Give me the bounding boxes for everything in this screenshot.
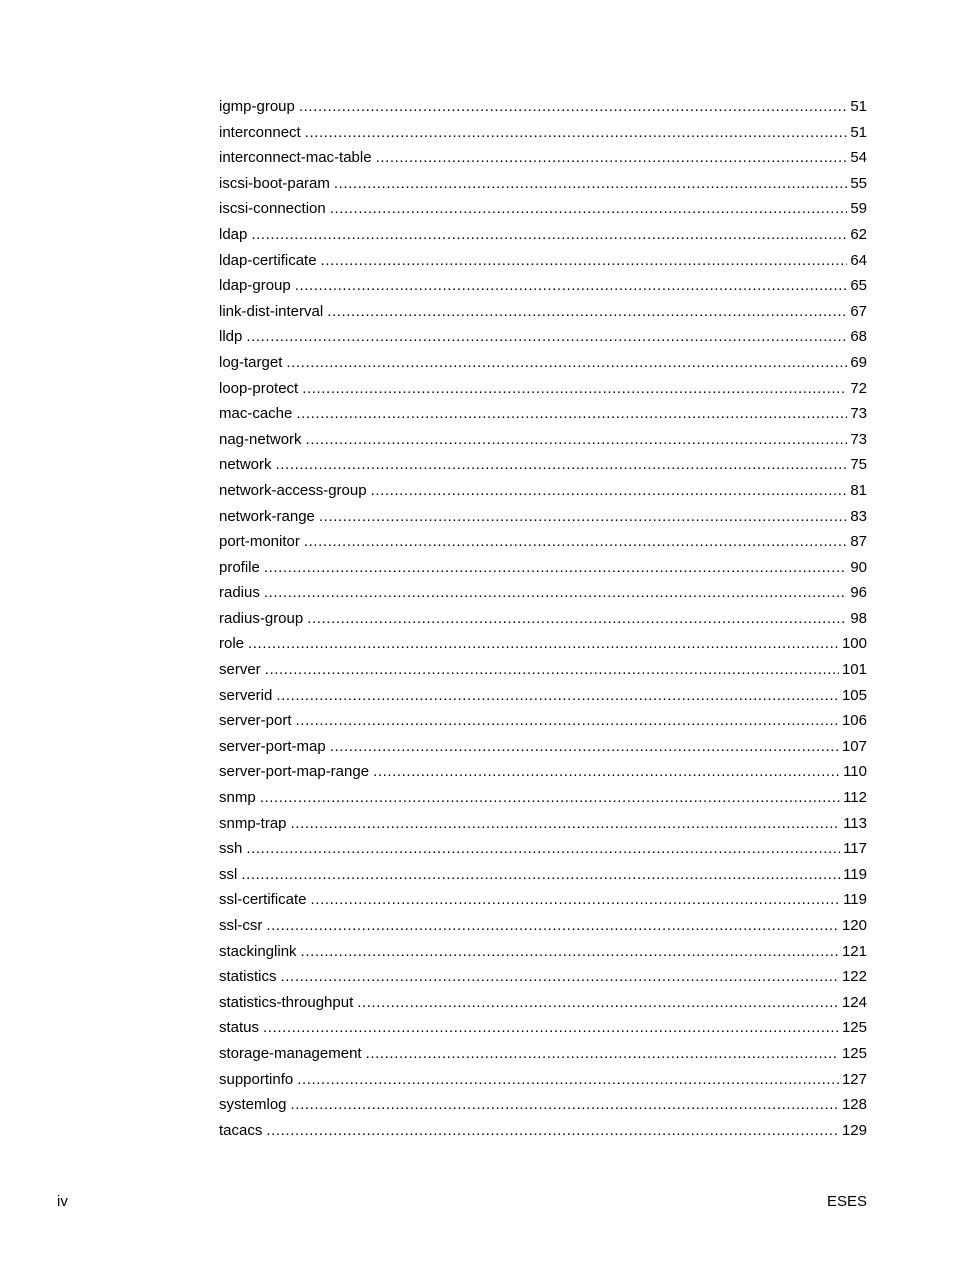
toc-entry-page-number[interactable]: 117 — [843, 840, 867, 858]
toc-dot-leader — [334, 171, 847, 197]
toc-dot-leader — [299, 94, 847, 120]
toc-dot-leader — [366, 1041, 839, 1067]
toc-entry-label[interactable]: profile — [219, 558, 260, 576]
toc-entry-label[interactable]: server-port — [219, 712, 292, 730]
toc-entry-page-number[interactable]: 101 — [841, 661, 867, 679]
toc-entry-page-number[interactable]: 90 — [850, 558, 867, 576]
toc-entry-page-number[interactable]: 100 — [841, 635, 867, 653]
toc-dot-leader — [251, 222, 847, 248]
toc-entry[interactable] — [219, 708, 867, 734]
toc-entry-label[interactable]: supportinfo — [219, 1070, 294, 1088]
toc-entry[interactable] — [219, 734, 867, 760]
toc-entry-label[interactable]: network-access-group — [219, 481, 367, 499]
toc-entry[interactable] — [219, 478, 867, 504]
toc-entry[interactable] — [219, 964, 867, 990]
toc-dot-leader — [291, 1092, 839, 1118]
toc-entry-page-number[interactable]: 55 — [850, 174, 867, 192]
toc-entry-label[interactable]: port-monitor — [219, 533, 300, 551]
toc-entry-page-number[interactable]: 51 — [850, 98, 867, 115]
toc-entry-page-number[interactable]: 129 — [841, 1121, 867, 1139]
toc-entry[interactable] — [219, 299, 867, 325]
toc-entry-page-number[interactable]: 83 — [850, 507, 867, 525]
toc-dot-leader — [264, 580, 847, 606]
toc-entry-page-number[interactable]: 127 — [841, 1070, 867, 1088]
toc-entry-page-number[interactable]: 73 — [850, 405, 867, 423]
toc-entry-label[interactable]: server-port-map-range — [219, 763, 370, 781]
toc-dot-leader — [307, 606, 847, 632]
toc-entry[interactable] — [219, 785, 867, 811]
toc-entry[interactable] — [219, 529, 867, 555]
toc-entry[interactable] — [219, 555, 867, 581]
toc-entry-page-number[interactable]: 64 — [850, 251, 867, 269]
toc-dot-leader — [305, 120, 848, 146]
toc-entry-label[interactable]: snmp — [219, 789, 256, 807]
toc-dot-leader — [246, 324, 847, 350]
toc-entry-label[interactable]: igmp-group — [219, 98, 295, 115]
toc-entry-label[interactable]: server-port-map — [219, 737, 326, 755]
toc-dot-leader — [295, 273, 848, 299]
toc-entry-label[interactable]: log-target — [219, 353, 283, 371]
toc-entry-page-number[interactable]: 87 — [850, 533, 867, 551]
toc-entry[interactable] — [219, 1067, 867, 1093]
toc-entry-label[interactable]: mac-cache — [219, 405, 293, 423]
footer-language-code: ESES — [826, 1193, 867, 1210]
toc-entry-page-number[interactable]: 96 — [850, 584, 867, 602]
toc-entry-label[interactable]: ldap-group — [219, 277, 291, 295]
toc-entry[interactable] — [219, 683, 867, 709]
toc-entry-label[interactable]: nag-network — [219, 430, 302, 448]
toc-dot-leader — [306, 427, 848, 453]
toc-entry[interactable] — [219, 196, 867, 222]
toc-entry-page-number[interactable]: 59 — [850, 200, 867, 218]
toc-entry[interactable] — [219, 1092, 867, 1118]
toc-entry-page-number[interactable]: 124 — [841, 993, 867, 1011]
toc-dot-leader — [281, 964, 839, 990]
toc-entry[interactable] — [219, 887, 867, 913]
toc-entry[interactable] — [219, 657, 867, 683]
toc-entry[interactable] — [219, 376, 867, 402]
toc-entry-label[interactable]: ssh — [219, 840, 243, 858]
toc-entry[interactable] — [219, 120, 867, 146]
toc-entry-page-number[interactable]: 62 — [850, 225, 867, 243]
toc-dot-leader — [263, 1015, 839, 1041]
toc-entry[interactable] — [219, 222, 867, 248]
toc-entry[interactable] — [219, 94, 867, 120]
toc-entry-label[interactable]: systemlog — [219, 1096, 287, 1114]
toc-entry-label[interactable]: ldap — [219, 225, 248, 243]
toc-dot-leader — [266, 1118, 839, 1144]
toc-dot-leader — [266, 913, 839, 939]
toc-dot-leader — [304, 529, 847, 555]
toc-entry[interactable] — [219, 1041, 867, 1067]
toc-entry-label[interactable]: stackinglink — [219, 942, 297, 960]
toc-entry-page-number[interactable]: 119 — [843, 891, 867, 909]
toc-dot-leader — [297, 1067, 839, 1093]
toc-entry-page-number[interactable]: 125 — [841, 1019, 867, 1037]
toc-entry[interactable] — [219, 273, 867, 299]
toc-entry[interactable] — [219, 862, 867, 888]
toc-entry-page-number[interactable]: 112 — [843, 789, 867, 807]
toc-entry-page-number[interactable]: 110 — [843, 763, 867, 781]
toc-entry[interactable] — [219, 811, 867, 837]
toc-dot-leader — [296, 708, 839, 734]
toc-dot-leader — [286, 350, 847, 376]
toc-entry-label[interactable]: radius-group — [219, 609, 304, 627]
toc-entry-label[interactable]: network-range — [219, 507, 315, 525]
toc-dot-leader — [311, 887, 841, 913]
toc-entry[interactable] — [219, 324, 867, 350]
toc-dot-leader — [260, 785, 840, 811]
toc-dot-leader — [376, 145, 848, 171]
toc-entry-page-number[interactable]: 68 — [850, 328, 867, 346]
toc-entry-label[interactable]: statistics-throughput — [219, 993, 354, 1011]
toc-dot-leader — [276, 452, 848, 478]
toc-entry-page-number[interactable]: 113 — [843, 814, 867, 832]
toc-entry-page-number[interactable]: 105 — [841, 686, 867, 704]
toc-dot-leader — [264, 555, 847, 581]
toc-dot-leader — [265, 657, 839, 683]
toc-dot-leader — [319, 504, 847, 530]
toc-dot-leader — [371, 478, 848, 504]
toc-entry[interactable] — [219, 1015, 867, 1041]
toc-entry[interactable] — [219, 580, 867, 606]
toc-entry-page-number[interactable]: 69 — [850, 353, 867, 371]
toc-entry-label[interactable]: role — [219, 635, 245, 653]
footer-page-number: iv — [57, 1193, 68, 1210]
toc-entry-label[interactable]: link-dist-interval — [219, 302, 324, 320]
toc-entry[interactable] — [219, 171, 867, 197]
toc-entry[interactable] — [219, 939, 867, 965]
toc-entry-page-number[interactable]: 128 — [841, 1096, 867, 1114]
toc-entry-label[interactable]: radius — [219, 584, 260, 602]
toc-entry-page-number[interactable]: 51 — [850, 123, 867, 141]
toc-entry-label[interactable]: network — [219, 456, 272, 474]
toc-dot-leader — [321, 248, 848, 274]
toc-entry[interactable] — [219, 504, 867, 530]
toc-entry-page-number[interactable]: 67 — [850, 302, 867, 320]
toc-dot-leader — [276, 683, 839, 709]
toc-dot-leader — [327, 299, 847, 325]
toc-entry-page-number[interactable]: 75 — [850, 456, 867, 474]
toc-entry-page-number[interactable]: 122 — [841, 968, 867, 986]
toc-entry-label[interactable]: serverid — [219, 686, 273, 704]
toc-entry[interactable] — [219, 452, 867, 478]
toc-entry-label[interactable]: iscsi-connection — [219, 200, 326, 218]
toc-dot-leader — [301, 939, 839, 965]
toc-entry[interactable] — [219, 913, 867, 939]
toc-dot-leader — [330, 196, 848, 222]
toc-entry-label[interactable]: ldap-certificate — [219, 251, 317, 269]
toc-entry-label[interactable]: interconnect — [219, 123, 301, 141]
table-of-contents — [219, 94, 867, 1143]
toc-entry[interactable] — [219, 427, 867, 453]
toc-entry-page-number[interactable]: 120 — [841, 917, 867, 934]
toc-entry-page-number[interactable]: 65 — [850, 277, 867, 295]
toc-entry-label[interactable]: loop-protect — [219, 379, 299, 397]
toc-entry[interactable] — [219, 401, 867, 427]
toc-entry-page-number[interactable]: 81 — [850, 481, 867, 499]
toc-dot-leader — [248, 631, 839, 657]
toc-entry[interactable] — [219, 145, 867, 171]
toc-entry-label[interactable]: status — [219, 1019, 260, 1037]
toc-dot-leader — [373, 759, 840, 785]
toc-entry-label[interactable]: server — [219, 661, 261, 679]
toc-entry-label[interactable]: storage-management — [219, 1044, 362, 1062]
toc-entry-label[interactable]: statistics — [219, 968, 277, 986]
toc-entry-page-number[interactable]: 119 — [843, 865, 867, 883]
toc-entry-label[interactable]: lldp — [219, 328, 243, 346]
toc-entry[interactable] — [219, 836, 867, 862]
toc-entry-label[interactable]: interconnect-mac-table — [219, 149, 372, 167]
toc-entry-page-number[interactable]: 98 — [850, 609, 867, 627]
toc-entry-label[interactable]: ssl — [219, 865, 238, 883]
toc-entry-page-number[interactable]: 125 — [841, 1044, 867, 1062]
toc-entry-page-number[interactable]: 106 — [841, 712, 867, 730]
toc-entry[interactable] — [219, 606, 867, 632]
toc-dot-leader — [246, 836, 840, 862]
toc-dot-leader — [357, 990, 839, 1016]
toc-entry-page-number[interactable]: 54 — [850, 149, 867, 167]
toc-entry-label[interactable]: tacacs — [219, 1121, 263, 1139]
toc-dot-leader — [296, 401, 847, 427]
toc-entry-label[interactable]: iscsi-boot-param — [219, 174, 330, 192]
toc-dot-leader — [302, 376, 847, 402]
toc-dot-leader — [330, 734, 839, 760]
toc-entry[interactable] — [219, 631, 867, 657]
toc-dot-leader — [291, 811, 841, 837]
toc-entry-label[interactable]: ssl-certificate — [219, 891, 307, 909]
toc-entry[interactable] — [219, 248, 867, 274]
toc-entry-label[interactable]: snmp-trap — [219, 814, 287, 832]
toc-entry[interactable] — [219, 759, 867, 785]
toc-entry-page-number[interactable]: 107 — [841, 737, 867, 755]
toc-entry-page-number[interactable]: 121 — [841, 942, 867, 960]
toc-entry-page-number[interactable]: 73 — [850, 430, 867, 448]
toc-entry[interactable] — [219, 350, 867, 376]
toc-entry[interactable] — [219, 990, 867, 1016]
toc-dot-leader — [241, 862, 840, 888]
toc-entry[interactable] — [219, 1118, 867, 1144]
toc-entry-page-number[interactable]: 72 — [850, 379, 867, 397]
toc-entry-label[interactable]: ssl-csr — [219, 917, 263, 934]
